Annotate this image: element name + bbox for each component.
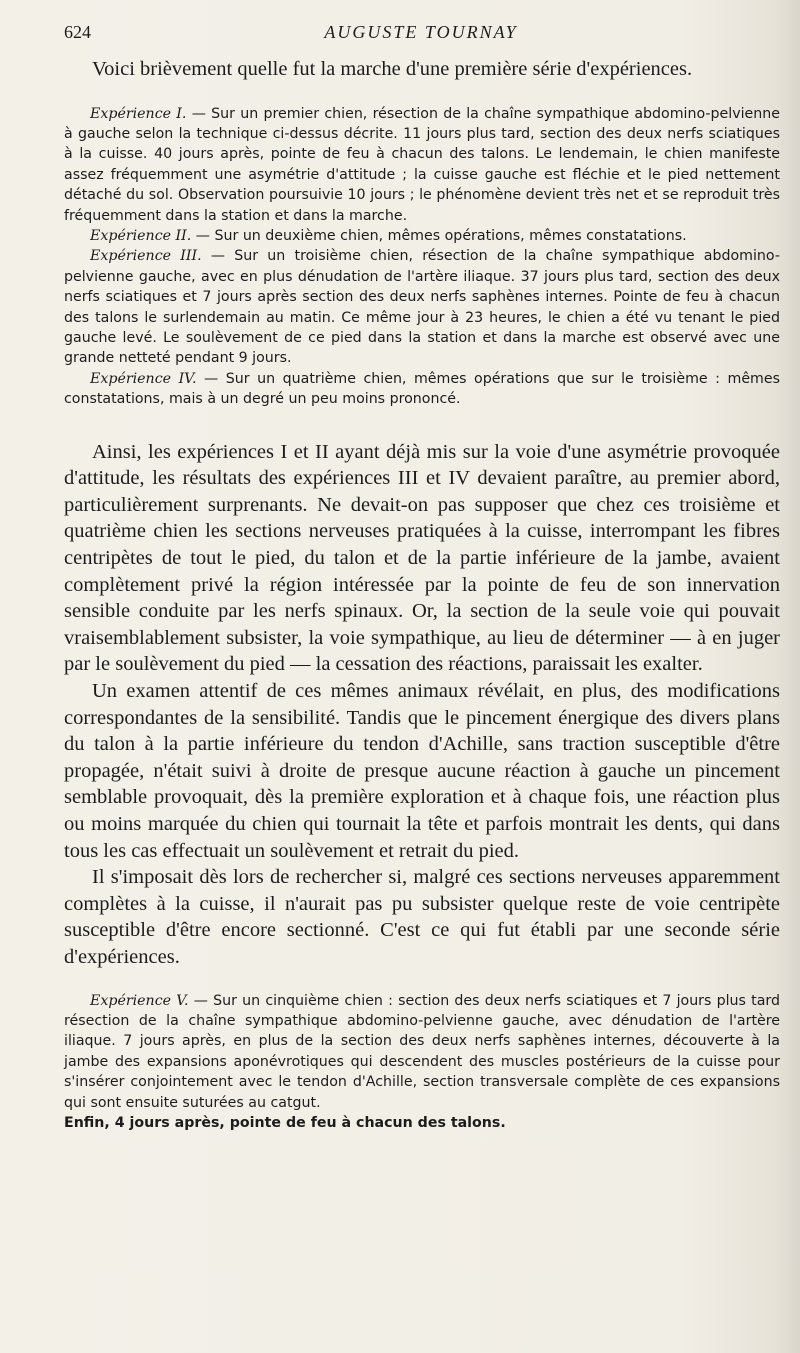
- running-title: AUGUSTE TOURNAY: [324, 22, 518, 42]
- experiment-text: — Sur un premier chien, résection de la chaîne sympathique abdomino-pelvienne à gauche selon la technique ci-dessus décrite. 11 jours plus tard, section des deux nerfs sciatiques à la cuisse. 40 jours après, pointe de feu à chacun des talons. Le lendemain, le chien manifeste assez fréquemment une asymétrie d'attitude ; la cuisse gauche est fléchie et le pied nettement détaché du sol. Observation poursuivie 10 jours ; le phénomène devient très net et se reproduit très fréquemment dans la station et dans la marche.: [64, 105, 780, 224]
- first-experiment-series: [64, 104, 780, 410]
- body-paragraph: Il s'imposait dès lors de rechercher si, malgré ces sections nerveuses apparemment complètes à la cuisse, il n'aurait pas pu subsister quelque reste de voie centripète susceptible d'être encore sectionné. C'est ce qui fut établi par une seconde série d'expériences.: [64, 866, 780, 968]
- experiment-3: [64, 246, 780, 368]
- page-number: 624: [64, 22, 91, 42]
- experiment-text: — Sur un cinquième chien : section des deux nerfs sciatiques et 7 jours plus tard résection de la chaîne sympathique abdomino-pelvienne gauche, avec dénudation de l'artère iliaque. 7 jours après, en plus de la section des deux nerfs saphènes internes, découverte à la jambe des expansions aponévrotiques qui descendent des muscles postérieurs de la cuisse pour s'insérer conjointement avec le tendon d'Achille, section transversale complète de ces expansions qui sont ensuite suturées au catgut.: [64, 992, 780, 1111]
- body-paragraph: Un examen attentif de ces mêmes animaux révélait, en plus, des modifications correspondantes de la sensibilité. Tandis que le pincement énergique des divers plans du talon à la partie inférieure du tendon d'Achille, sans traction susceptible d'être propagée, n'était suivi à droite de presque aucune réaction à gauche un pincement semblable provoquait, dès la première exploration et à chaque fois, une réaction plus ou moins marquée du chien qui tournait la tête et parfois montrait les dents, qui dans tous les cas effectuait un soulèvement et retrait du pied.: [64, 680, 780, 862]
- experiment-5: [64, 991, 780, 1113]
- body-paragraph: Ainsi, les expériences I et II ayant déjà mis sur la voie d'une asymétrie provoquée d'attitude, les résultats des expériences III et IV devaient paraître, au premier abord, particulièrement surprenants. Ne devait-on pas supposer que chez ces troisième et quatrième chien les sections nerveuses pratiquées à la cuisse, interrompant les fibres centripètes de tout le pied, du talon et de la partie inférieure de la jambe, avaient complètement privé la région intéressée par la pointe de feu de son innervation sensible conduite par les nerfs spinaux. Or, la section de la seule voie qui pouvait vraisemblablement subsister, la voie sympathique, au lieu de déterminer — à en juger par le soulèvement du pied — la cessation des réactions, paraissait les exalter.: [64, 440, 780, 676]
- experiment-5-last-line: Enfin, 4 jours après, pointe de feu à chacun des talons.: [64, 1115, 506, 1131]
- experiment-4: [64, 369, 780, 410]
- experiment-2: [64, 226, 780, 246]
- experiment-text: — Sur un deuxième chien, mêmes opérations, mêmes constatations.: [191, 228, 687, 245]
- experiment-text: — Sur un quatrième chien, mêmes opérations que sur le troisième : mêmes constatations, mais à un degré un peu moins prononcé.: [64, 370, 780, 408]
- experiment-text: — Sur un troisième chien, résection de la chaîne sympathique abdomino-pelvienne gauche, avec en plus dénudation de l'artère iliaque. 37 jours plus tard, section des deux nerfs sciatiques et 7 jours après section des deux nerfs saphènes internes. Pointe de feu à chacun des talons le surlendemain au matin. Ce même jour à 23 heures, le chien a été vu tenant le pied gauche levé. Le soulèvement de ce pied dans la station et dans la marche est observé avec une grande netteté pendant 9 jours.: [64, 248, 780, 367]
- page-content: [64, 56, 780, 1133]
- intro-paragraph: Voici brièvement quelle fut la marche d'une première série d'expériences.: [92, 58, 693, 80]
- experiment-1: [64, 104, 780, 226]
- experiment-label: Expérience II.: [90, 228, 192, 245]
- experiment-label: Expérience III.: [90, 248, 202, 265]
- page-header: [64, 22, 778, 48]
- experiment-label: Expérience IV.: [90, 370, 197, 387]
- experiment-label: Expérience I.: [90, 105, 187, 122]
- experiment-label: Expérience V.: [90, 992, 189, 1009]
